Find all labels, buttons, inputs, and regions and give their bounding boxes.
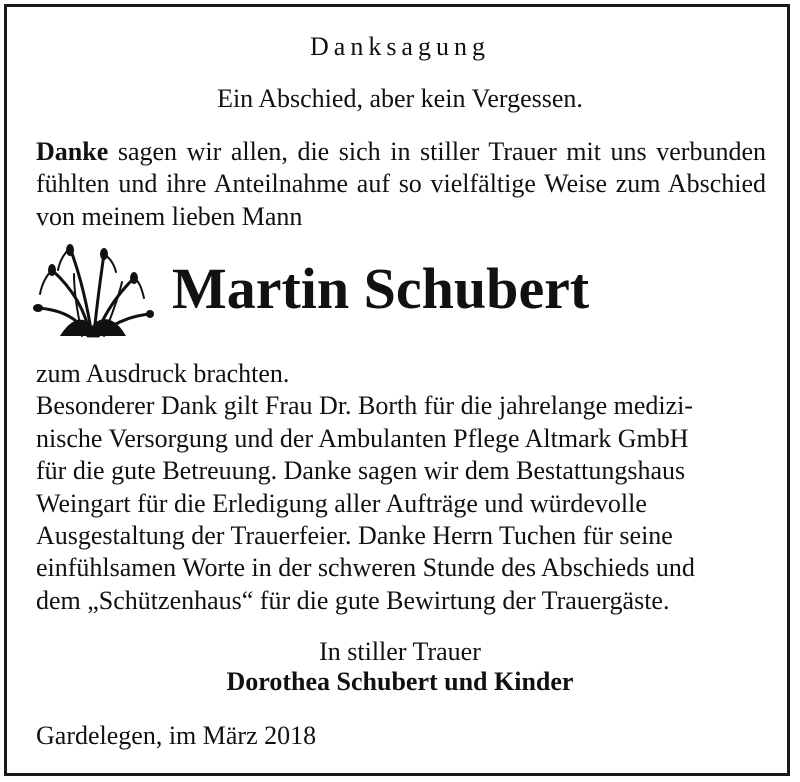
grass-tuft-icon xyxy=(30,240,154,340)
body-line: einfühlsamen Worte in der schweren Stunde des Abschieds und xyxy=(36,553,695,583)
body-line: Ausgestaltung der Trauerfeier. Danke Herrn Tuchen für seine xyxy=(36,521,673,551)
body-line: Weingart für die Erledigung aller Aufträge und würdevolle xyxy=(36,488,647,518)
body-line: nische Versorgung und der Ambulanten Pflege Altmark GmbH xyxy=(36,423,689,453)
body-line: dem „Schützenhaus“ für die gute Bewirtung der Trauergäste. xyxy=(36,585,670,615)
notice-heading: Danksagung xyxy=(310,32,490,61)
name-row xyxy=(30,240,770,340)
intro-text: sagen wir allen, die sich in stiller Trauer mit uns verbunden fühlten und ihre Anteilnahme auf so vielfältige Weise zum Abschied von meinem lieben Mann xyxy=(36,137,766,231)
intro-paragraph xyxy=(36,136,766,233)
body-line: Besonderer Dank gilt Frau Dr. Borth für die jahrelange medizi- xyxy=(36,391,694,421)
deceased-name: Martin Schubert xyxy=(172,256,590,321)
intro-bold-word: Danke xyxy=(36,137,109,166)
motto: Ein Abschied, aber kein Vergessen. xyxy=(217,84,583,113)
body-line: zum Ausdruck brachten. xyxy=(36,359,290,388)
signers: Dorothea Schubert und Kinder xyxy=(226,667,574,696)
body-paragraph xyxy=(36,358,766,617)
place-date: Gardelegen, im März 2018 xyxy=(36,721,317,750)
signoff: In stiller Trauer xyxy=(319,637,481,666)
body-line: für die gute Betreuung. Danke sagen wir dem Bestattungshaus xyxy=(36,456,686,486)
